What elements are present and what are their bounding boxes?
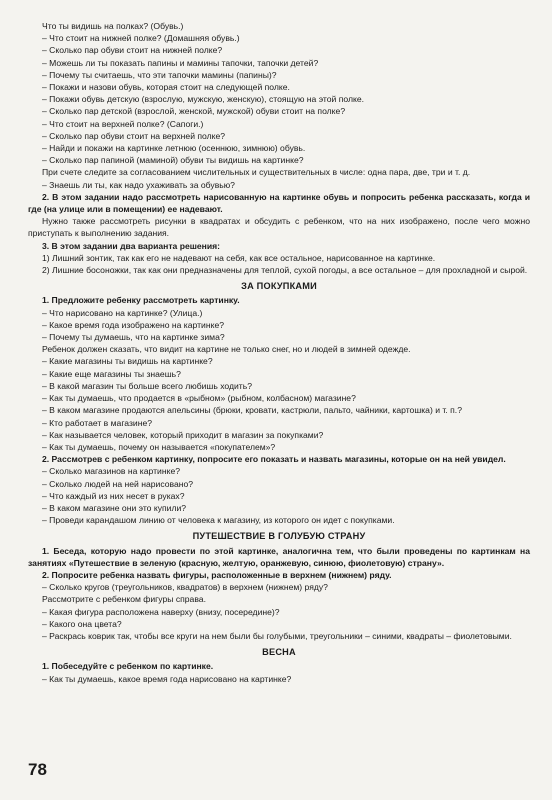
text-line: – Как ты думаешь, почему он называется «покупателем»? xyxy=(42,441,276,452)
text-line: – Как называется человек, который приходит в магазин за покупками? xyxy=(42,429,324,440)
text-line: – Почему ты думаешь, что на картинке зима? xyxy=(42,332,225,343)
text-line: – Какие магазины ты видишь на картинке? xyxy=(42,356,213,367)
text-line: – Сколько пар детской (взрослой, женской, мужской) обуви стоит на полке? xyxy=(42,106,346,117)
counting-note: При счете следите за согласованием числительных и существительных в числе: одна пара, две, три и т. д. xyxy=(42,167,471,178)
text-line: – Кто работает в магазине? xyxy=(42,417,153,428)
child-answer-note: Ребенок должен сказать, что видит на картине не только снег, но и людей в зимней одежде. xyxy=(42,344,411,355)
text-line: Рассмотрите с ребенком фигуры справа. xyxy=(42,594,206,605)
shopping-task-1: 1. Предложите ребенку рассмотреть картинку. xyxy=(42,295,240,306)
task-3-heading: 3. В этом задании два варианта решения: xyxy=(42,240,221,251)
section-heading-trip: ПУТЕШЕСТВИЕ В ГОЛУБУЮ СТРАНУ xyxy=(192,531,366,542)
trip-task-2: 2. Попросите ребенка назвать фигуры, расположенные в верхнем (нижнем) ряду. xyxy=(42,569,392,580)
spring-task-1: 1. Побеседуйте с ребенком по картинке. xyxy=(42,661,214,672)
section-heading-shopping: ЗА ПОКУПКАМИ xyxy=(241,281,317,292)
text-line: – Какого она цвета? xyxy=(42,618,122,629)
text-line: – Сколько магазинов на картинке? xyxy=(42,466,180,477)
text-line: – Покажи обувь детскую (взрослую, мужскую, женскую), стоящую на этой полке. xyxy=(42,94,365,105)
text-line: – Какое время года изображено на картинке? xyxy=(42,319,225,330)
page-number: 78 xyxy=(28,760,47,779)
text-line: – Сколько пар папиной (маминой) обуви ты видишь на картинке? xyxy=(42,155,304,166)
variant-1: 1) Лишний зонтик, так как его не надевают на себя, как все остальное, нарисованное на картинке. xyxy=(42,252,436,263)
text-line: – Можешь ли ты показать папины и мамины тапочки, тапочки детей? xyxy=(42,57,319,68)
coloring-instruction: – Раскрась коврик так, чтобы все круги на нем были бы голубыми, треугольники – синими, квадраты – фиолетовыми. xyxy=(42,630,512,641)
trip-task-1: 1. Беседа, которую надо провести по этой картинке, аналогична тем, что были проведены по картинкам на занятиях «Путешествие в зеленую (красную, желтую, оранжевую, синюю, фиолетовую) страну». xyxy=(28,545,530,568)
text-line: – Что каждый из них несет в руках? xyxy=(42,490,185,501)
text-line: – Что стоит на верхней полке? (Сапоги.) xyxy=(42,118,204,129)
text-line: – Какие еще магазины ты знаешь? xyxy=(42,368,181,379)
text-line: Что ты видишь на полках? (Обувь.) xyxy=(42,21,184,31)
shoes-questions xyxy=(28,20,530,166)
text-line: – Что нарисовано на картинке? (Улица.) xyxy=(42,307,203,318)
text-line: – Как ты думаешь, какое время года нарисовано на картинке? xyxy=(42,673,292,684)
text-line: – В какой магазин ты больше всего любишь ходить? xyxy=(42,380,252,391)
text-line: – Как ты думаешь, что продается в «рыбном» (рыбном, колбасном) магазине? xyxy=(42,393,356,404)
variant-2: 2) Лишние босоножки, так как они предназначены для теплой, сухой погоды, а все остальное – для прохладной и сырой. xyxy=(42,265,528,276)
text-line: – В каком магазине они это купили? xyxy=(42,502,187,513)
text-line: – Сколько пар обуви стоит на верхней полке? xyxy=(42,130,226,141)
text-line: – Какая фигура расположена наверху (внизу, посередине)? xyxy=(42,606,280,617)
shop-question: – В каком магазине продаются апельсины (брюки, кровати, кастрюли, пальто, чайники, картошка) и т. п.? xyxy=(42,405,462,416)
text-line: – Что стоит на нижней полке? (Домашняя обувь.) xyxy=(42,33,240,44)
text-line: – Сколько людей на ней нарисовано? xyxy=(42,478,194,489)
task-2-heading: 2. В этом задании надо рассмотреть нарисованную на картинке обувь и попросить ребенка рассказать, когда и где (на улице или в помещении) ее надевают. xyxy=(28,191,530,215)
text-line: – Знаешь ли ты, как надо ухаживать за обувью? xyxy=(42,179,235,190)
text-line: – Почему ты считаешь, что эти тапочки мамины (папины)? xyxy=(42,69,277,80)
text-line: – Найди и покажи на картинке летнюю (осеннюю, зимнюю) обувь. xyxy=(42,143,306,154)
text-line: – Проведи карандашом линию от человека к магазину, из которого он идет с покупками. xyxy=(42,515,395,526)
text-line: – Сколько пар обуви стоит на нижней полке? xyxy=(42,45,223,56)
text-line: – Покажи и назови обувь, которая стоит на следующей полке. xyxy=(42,82,290,93)
shopping-task-2: 2. Рассмотрев с ребенком картинку, попросите его показать и назвать магазины, которые он на ней увидел. xyxy=(42,454,506,465)
task-2-note: Нужно также рассмотреть рисунки в квадратах и обсудить с ребенком, что на них изображено, после чего можно приступать к выполнению задания. xyxy=(28,216,530,239)
section-heading-spring: ВЕСНА xyxy=(262,647,296,658)
text-line: – Сколько кругов (треугольников, квадратов) в верхнем (нижнем) ряду? xyxy=(42,582,328,593)
